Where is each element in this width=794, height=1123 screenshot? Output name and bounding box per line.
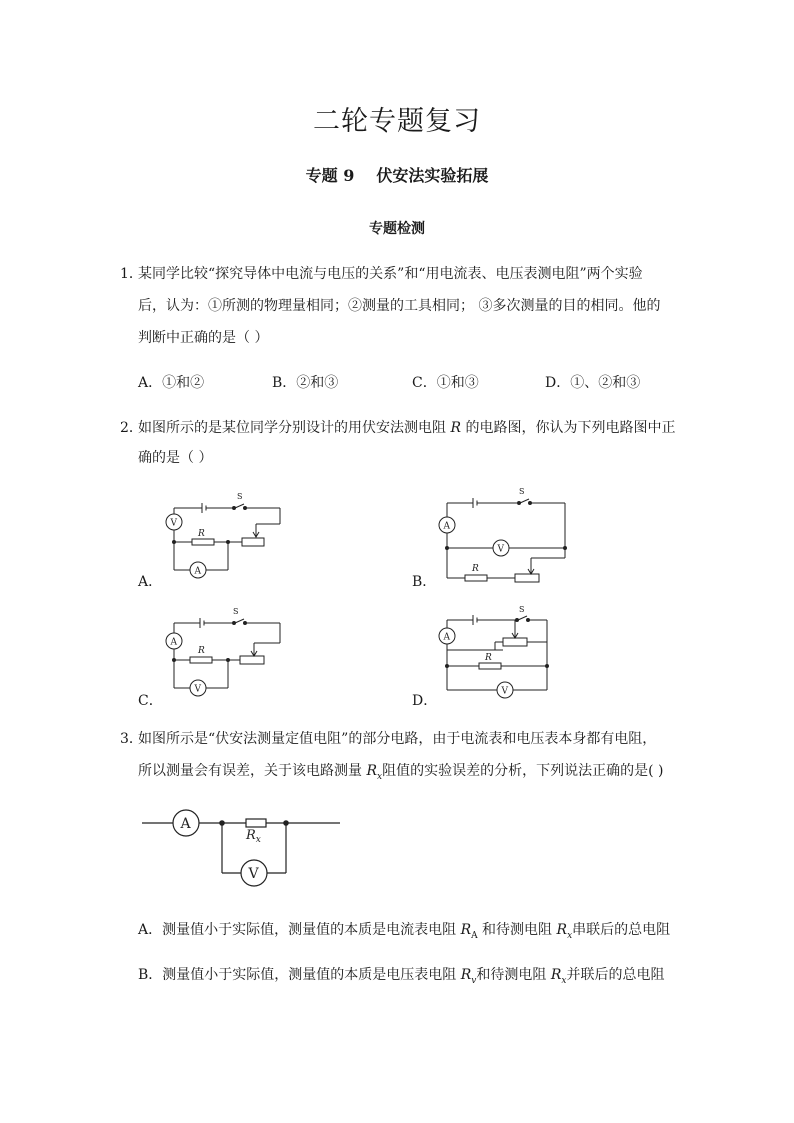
q2-option-a-label: A． [138, 574, 163, 590]
svg-text:A: A [443, 521, 450, 532]
switch-icon [518, 616, 527, 620]
switch-icon [235, 504, 244, 508]
resistor-icon [479, 663, 501, 669]
rheostat-icon [515, 574, 539, 582]
resistor-icon [192, 539, 214, 545]
svg-text:S: S [519, 487, 525, 496]
q3-number: 3． [120, 731, 143, 747]
svg-text:A: A [170, 637, 177, 648]
q1-line-2: 后，认为：①所测的物理量相同；②测量的工具相同； ③多次测量的目的相同。他的 [138, 298, 661, 314]
q2-option-d-label: D． [412, 693, 438, 709]
q1-line-1: 某同学比较“探究导体中电流与电压的关系”和“用电流表、电压表测电阻”两个实验 [138, 266, 643, 282]
svg-text:R: R [198, 646, 205, 656]
section-heading: 专题检测 [369, 221, 425, 237]
svg-text:R: R [198, 529, 205, 539]
svg-text:R: R [485, 653, 492, 663]
q3-option-b: B．测量值小于实际值，测量值的本质是电压表电阻 $R_v$和待测电阻 $R_x$并联后的总电阻 [138, 967, 665, 986]
q3-line-1: 如图所示是“伏安法测量定值电阻”的部分电路，由于电流表和电压表本身都有电阻， [138, 731, 657, 747]
q1-line-3: 判断中正确的是（ ） [138, 330, 269, 346]
circuit-b-diagram [435, 486, 575, 584]
q3-option-a: A．测量值小于实际值，测量值的本质是电流表电阻 $R_A$ 和待测电阻 $R_x$串联后的总电阻 [138, 922, 671, 941]
svg-text:A: A [180, 816, 191, 832]
svg-text:Rx: $R_x$ [246, 828, 261, 845]
q2-line-2: 确的是（ ） [138, 450, 213, 466]
resistor-icon [190, 657, 212, 663]
q1-option-a: A．①和② [138, 375, 205, 391]
q2-number: 2． [120, 420, 143, 436]
circuit-c-diagram [158, 605, 288, 697]
rheostat-icon [503, 638, 527, 646]
resistor-icon [465, 575, 487, 581]
topic-name: 伏安法实验拓展 [376, 166, 489, 185]
svg-text:S: S [233, 607, 239, 616]
svg-text:A: A [443, 632, 450, 643]
q2-line-1: 如图所示的是某位同学分别设计的用伏安法测电阻 R 的电路图，你认为下列电路图中正 [138, 420, 676, 436]
svg-text:V: V [248, 866, 259, 882]
svg-text:V: V [501, 686, 508, 697]
q1-number: 1． [120, 266, 143, 282]
q3-line-2: 所以测量会有误差，关于该电路测量 $R_x$阻值的实验误差的分析，下列说法正确的是( ) [138, 763, 664, 782]
q2-option-c-label: C． [138, 693, 163, 709]
svg-text:V: V [497, 544, 504, 555]
topic-number: 专题 9 [305, 166, 355, 185]
resistor-rx-icon [246, 819, 266, 827]
topic-title [0, 163, 794, 186]
svg-text:R: R [472, 564, 479, 574]
q1-option-d: D．①、②和③ [545, 375, 641, 391]
page-title: 二轮专题复习 [313, 106, 481, 137]
circuit-a-diagram [158, 490, 288, 580]
switch-icon [520, 499, 529, 503]
circuit-q3-diagram [140, 806, 345, 888]
svg-text:A: A [194, 566, 201, 577]
rheostat-icon [242, 538, 264, 546]
svg-text:S: S [237, 492, 243, 501]
svg-text:S: S [519, 605, 525, 614]
q1-option-c: C．①和③ [412, 375, 479, 391]
switch-icon [235, 619, 244, 623]
circuit-d-diagram [435, 604, 565, 700]
svg-text:V: V [170, 518, 177, 529]
q2-option-b-label: B． [412, 574, 437, 590]
svg-text:V: V [194, 684, 201, 695]
rheostat-icon [240, 656, 264, 664]
q1-option-b: B．②和③ [272, 375, 339, 391]
